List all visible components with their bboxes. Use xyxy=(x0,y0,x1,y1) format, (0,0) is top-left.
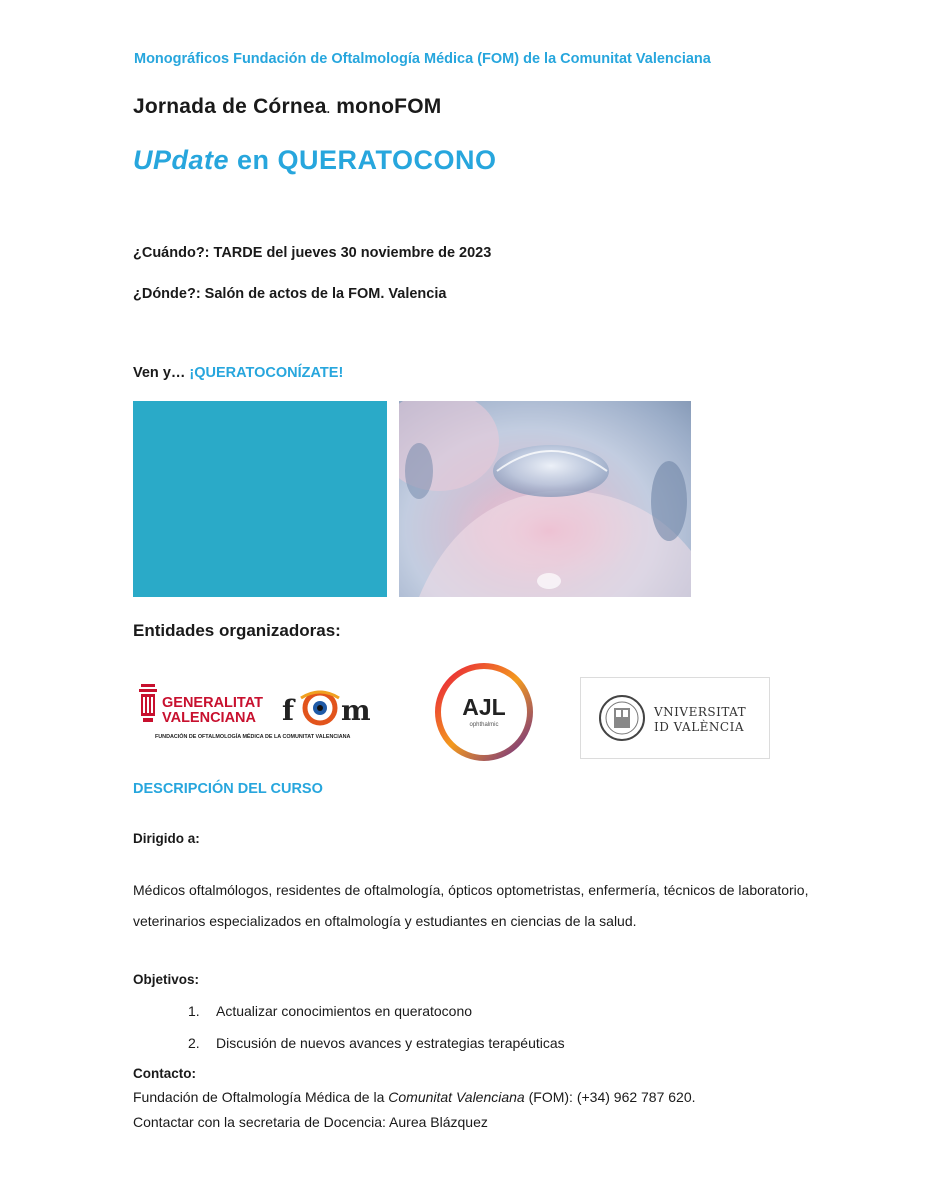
when-line xyxy=(133,245,491,261)
where-line xyxy=(133,286,446,302)
tagline xyxy=(133,365,343,381)
contact-line1-b: (FOM): (+34) 962 787 620. xyxy=(524,1089,696,1105)
objective-text: Discusión de nuevos avances y estrategias terapéuticas xyxy=(216,1035,565,1051)
gv-line1: GENERALITAT xyxy=(162,695,263,711)
series-header: Monográficos Fundación de Oftalmología Médica (FOM) de la Comunitat Valenciana xyxy=(134,51,711,67)
tagline-lead: Ven y… xyxy=(133,365,190,381)
title-rest: en QUERATOCONO xyxy=(229,145,497,175)
objective-number: 1. xyxy=(188,1003,200,1019)
generalitat-fom-logo xyxy=(133,680,405,742)
audience-text: Médicos oftalmólogos, residentes de oftalmología, ópticos optometristas, enfermería, técnicos de laboratorio, veterinarios especializados en oftalmología y estudiantes en ciencias de la salud. xyxy=(133,882,809,929)
uv-line2: ID VALÈNCIA xyxy=(654,720,745,734)
keratoconus-eye-photo xyxy=(399,401,691,597)
contact-line1-a: Fundación de Oftalmología Médica de la xyxy=(133,1089,389,1105)
objectives-label: Objetivos: xyxy=(133,972,200,987)
title-italic: UPdate xyxy=(133,145,230,175)
universitat-valencia-logo xyxy=(580,677,770,759)
when-label: ¿Cuándo?: xyxy=(133,245,210,261)
jornada-suffix: monoFOM xyxy=(330,95,442,118)
contact-line1-italic: Comunitat Valenciana xyxy=(388,1089,525,1105)
audience-label: Dirigido a: xyxy=(133,831,200,846)
organizers-title: Entidades organizadoras: xyxy=(133,621,341,640)
teal-color-block xyxy=(133,401,387,597)
fom-letter-m: m xyxy=(341,694,371,727)
objective-item xyxy=(188,1035,565,1051)
contact-secretary-line: Contactar con la secretaria de Docencia: Aurea Blázquez xyxy=(133,1114,488,1130)
event-title xyxy=(133,145,497,176)
objective-item xyxy=(188,1003,472,1019)
contact-phone-line xyxy=(133,1089,696,1105)
where-value: Salón de actos de la FOM. Valencia xyxy=(200,286,447,302)
jornada-main: Jornada de Córnea xyxy=(133,95,327,118)
fom-caption: FUNDACIÓN DE OFTALMOLOGÍA MÉDICA DE LA COMUNITAT VALENCIANA xyxy=(155,734,351,740)
generalitat-fom-logo-graphic xyxy=(133,680,405,742)
tagline-accent: ¡QUERATOCONÍZATE! xyxy=(189,365,344,381)
gv-line2: VALENCIANA xyxy=(162,710,256,726)
course-description-title: DESCRIPCIÓN DEL CURSO xyxy=(133,781,323,797)
fom-letter-f: f xyxy=(282,694,295,727)
ajl-logo-graphic xyxy=(432,660,536,764)
when-value: TARDE del jueves 30 noviembre de 2023 xyxy=(209,245,492,261)
objective-text: Actualizar conocimientos en queratocono xyxy=(216,1003,473,1019)
objective-number: 2. xyxy=(188,1035,200,1051)
ajl-name: AJL xyxy=(462,694,506,720)
contact-label: Contacto: xyxy=(133,1066,196,1081)
event-subtitle xyxy=(133,95,441,119)
where-label: ¿Dónde?: xyxy=(133,286,201,302)
uv-line1: VNIVERSITAT xyxy=(654,705,747,719)
ajl-sub: ophthalmic xyxy=(469,722,499,728)
uv-logo-graphic xyxy=(581,678,769,758)
eye-photo-illustration xyxy=(399,401,691,597)
ajl-ophthalmic-logo xyxy=(432,660,536,764)
jornada-dot: . xyxy=(326,102,331,116)
